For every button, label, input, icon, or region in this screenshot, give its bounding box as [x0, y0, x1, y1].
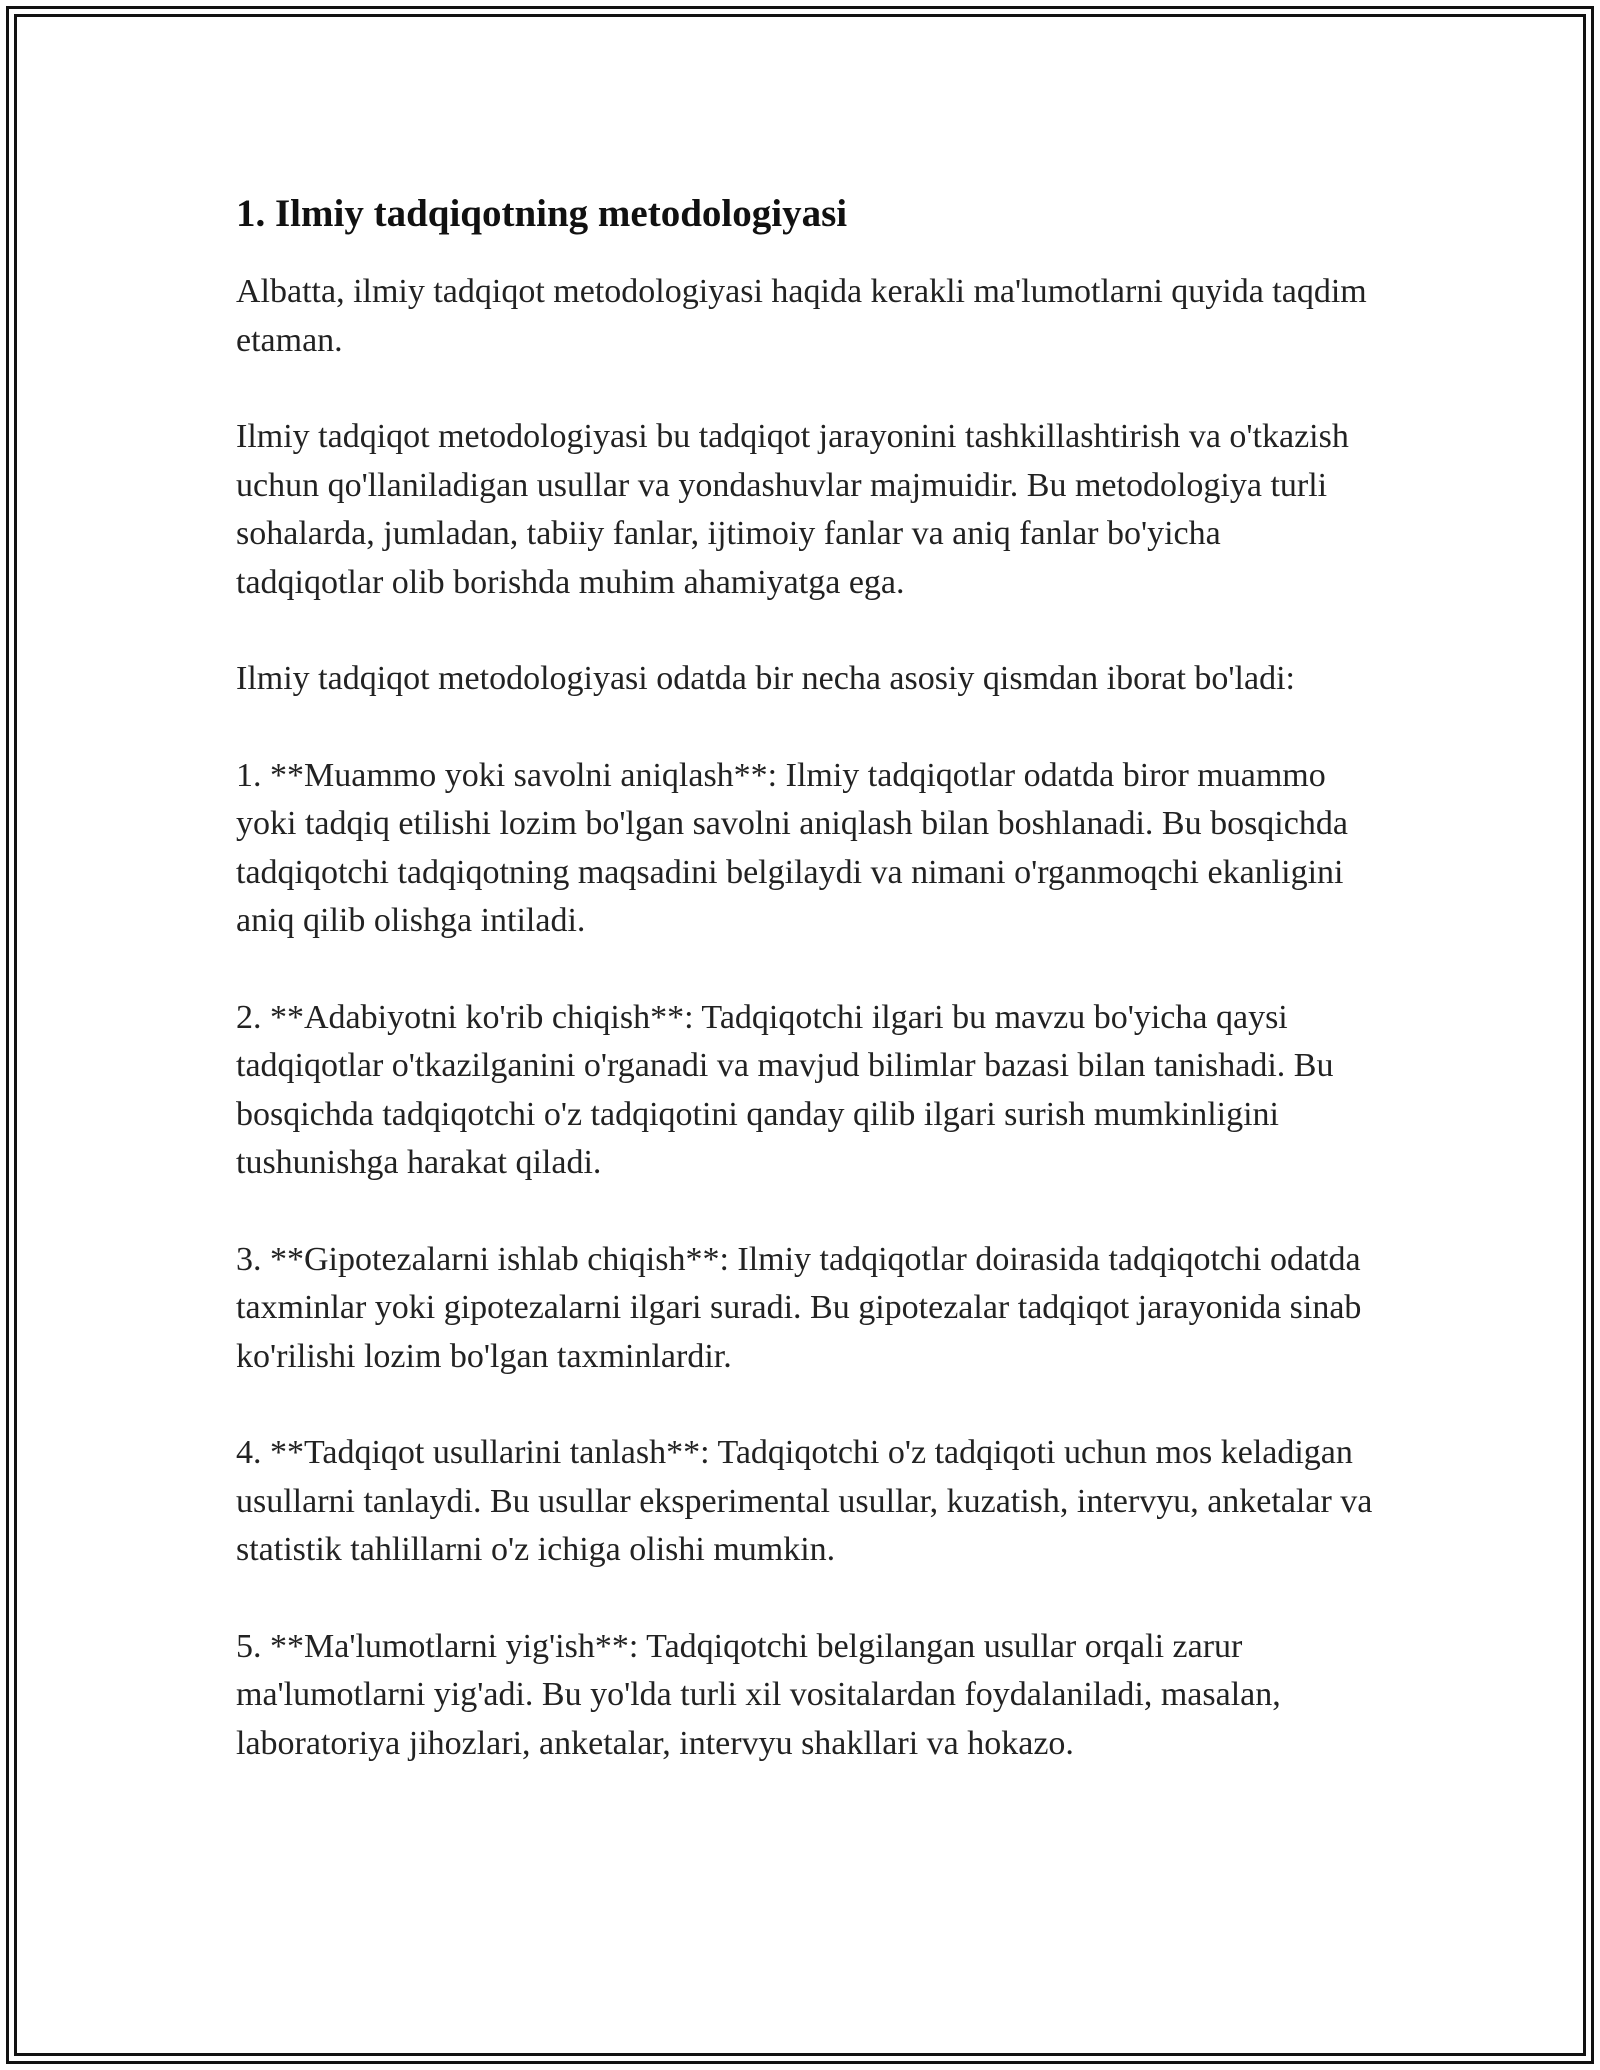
section-title: 1. Ilmiy tadqiqotning metodologiyasi [236, 192, 848, 235]
intro-paragraph: Albatta, ilmiy tadqiqot metodologiyasi haqida kerakli ma'lumotlarni quyida taqdim etaman. [236, 273, 1367, 359]
list-item-4: 4. **Tadqiqot usullarini tanlash**: Tadqiqotchi o'z tadqiqoti uchun mos keladigan usullarni tanlaydi. Bu usullar eksperimental usullar, kuzatish, intervyu, anketalar va statistik tahlillarni o'z ichiga olishi mumkin. [236, 1434, 1373, 1568]
list-item-5: 5. **Ma'lumotlarni yig'ish**: Tadqiqotchi belgilangan usullar orqali zarur ma'lumotlarni yig'adi. Bu yo'lda turli xil vositalardan foydalaniladi, masalan, laboratoriya jihozlari, anketalar, intervyu shakllari va hokazo. [236, 1627, 1281, 1762]
list-item-2: 2. **Adabiyotni ko'rib chiqish**: Tadqiqotchi ilgari bu mavzu bo'yicha qaysi tadqiqotlar o'tkazilganini o'rganadi va mavjud bilimlar bazasi bilan tanishadi. Bu bosqichda tadqiqotchi o'z tadqiqotini qanday qilib ilgari surish mumkinligini tushunishga harakat qiladi. [236, 998, 1334, 1181]
definition-paragraph: Ilmiy tadqiqot metodologiyasi bu tadqiqot jarayonini tashkillashtirish va o'tkazish uchun qo'llaniladigan usullar va yondashuvlar majmuidir. Bu metodologiya turli sohalarda, jumladan, tabiiy fanlar, ijtimoiy fanlar va aniq fanlar bo'yicha tadqiqotlar olib borishda muhim ahamiyatga ega. [236, 418, 1349, 601]
list-item-1: 1. **Muammo yoki savolni aniqlash**: Ilmiy tadqiqotlar odatda biror muammo yoki tadqiq etilishi lozim bo'lgan savolni aniqlash bilan boshlanadi. Bu bosqichda tadqiqotchi tadqiqotning maqsadini belgilaydi va nimani o'rganmoqchi ekanligini aniq qilib olishga intiladi. [236, 756, 1348, 939]
overview-paragraph: Ilmiy tadqiqot metodologiyasi odatda bir necha asosiy qismdan iborat bo'ladi: [236, 660, 1295, 697]
document-body [236, 188, 1376, 1816]
list-item-3: 3. **Gipotezalarni ishlab chiqish**: Ilmiy tadqiqotlar doirasida tadqiqotchi odatda taxminlar yoki gipotezalarni ilgari suradi. Bu gipotezalar tadqiqot jarayonida sinab ko'rilishi lozim bo'lgan taxminlardir. [236, 1240, 1362, 1375]
